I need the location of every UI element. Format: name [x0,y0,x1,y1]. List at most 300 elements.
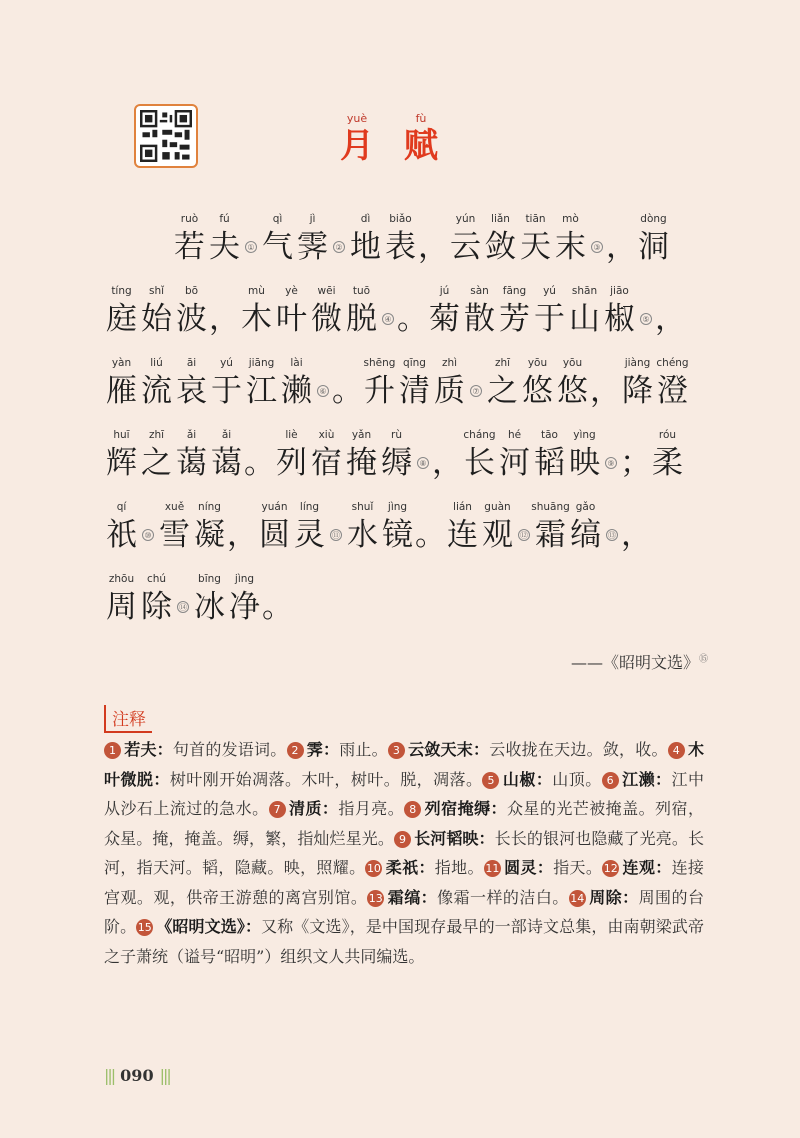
pinyin: qīng [403,357,426,369]
decor-bars-icon: ||| [104,1066,115,1085]
pinyin: bō [184,285,199,297]
hanzi: 椒 [604,301,635,337]
poem-char [462,427,497,483]
note-ref-marker: ⑬ [608,530,616,540]
pinyin: mò [562,213,579,225]
poem-line [104,267,714,339]
hanzi: 散 [464,301,495,337]
pinyin: yōu [527,357,548,369]
note-number: 9 [394,831,411,848]
poem-char [174,427,209,483]
pinyin: jú [439,285,450,297]
pinyin: shuāng [531,501,570,513]
pinyin: yún [455,213,476,225]
poem-char [344,283,379,339]
hanzi: 雁 [106,373,137,409]
pinyin: gǎo [575,501,596,513]
note-ref-marker: ⑤ [640,313,652,325]
pinyin: zhī [148,429,165,441]
hanzi: 悠 [522,373,553,409]
pinyin: ǎi [221,429,232,441]
poem-char [257,499,292,555]
pinyin: jìng [387,501,408,513]
poem-char [260,211,295,267]
hanzi: 冰 [194,589,225,625]
note-text: 众星的光芒被掩盖。列宿，众星。掩，掩盖。缛，繁，指灿烂星光。 [104,799,704,848]
notes-list [104,735,704,971]
hanzi: 蔼 [176,445,207,481]
note-term: 圆灵： [503,858,554,877]
poem-char [620,355,655,411]
hanzi: 夫 [209,229,240,265]
pinyin: wēi [317,285,336,297]
note-ref-marker: ① [245,241,257,253]
hanzi: 水 [347,517,378,553]
source-text: ——《昭明文选》 [570,653,699,672]
hanzi: 之 [487,373,518,409]
page-number: 090 [120,1066,154,1085]
hanzi: 流 [141,373,172,409]
hanzi: 凝 [194,517,225,553]
hanzi: 质 [434,373,465,409]
note-text: 连接宫观。观，供帝王游憩的离宫别馆。 [104,858,704,907]
note-term: 列宿掩缛： [424,799,507,818]
title-pinyin: fù [415,112,427,125]
pinyin: tāo [541,429,558,441]
qr-code-icon [140,110,192,162]
pinyin: shǐ [148,285,165,297]
pinyin: róu [658,429,677,441]
poem-char [292,499,327,555]
note-number: 6 [602,772,619,789]
pinyin: yōu [562,357,583,369]
poem-char [104,571,139,627]
pinyin: jiàng [624,357,651,369]
hanzi: 宿 [311,445,342,481]
poem-char [636,211,671,267]
hanzi: 河 [499,445,530,481]
note-term: 江濑： [621,769,672,789]
punctuation: ， [432,445,463,481]
pinyin: mù [248,285,265,297]
hanzi: 地 [350,229,381,265]
pinyin: lài [290,357,303,369]
hanzi: 缟 [570,517,601,553]
note-ref-marker: ⑪ [332,530,340,540]
note-item [388,740,668,759]
hanzi: 洞 [638,229,669,265]
hanzi: 除 [141,589,172,625]
pinyin: yú [543,285,556,297]
note-item [104,740,287,759]
poem-char [192,571,227,627]
hanzi: 脱 [346,301,377,337]
pinyin: rù [391,429,402,441]
note-text: 指地。 [434,858,484,877]
punctuation: ， [209,301,240,337]
punctuation: ， [655,301,686,337]
pinyin: xiù [318,429,335,441]
pinyin: tíng [111,285,132,297]
poem-char [497,283,532,339]
note-item [367,888,568,907]
pinyin: āi [186,357,197,369]
poem-char [650,427,685,483]
pinyin: níng [198,501,221,513]
title-char [340,112,374,166]
poem-char [104,283,139,339]
note-ref-marker: ⑧ [417,457,429,469]
note-term: 山椒： [502,769,553,789]
hanzi: 芳 [499,301,530,337]
note-text: 指天。 [553,858,603,877]
pinyin: ruò [180,213,199,225]
note-number: 12 [603,862,618,875]
pinyin: líng [299,501,320,513]
poem-line [104,339,714,411]
note-item [482,770,601,789]
poem-char [520,355,555,411]
note-text: 江中从沙石上流过的急水。 [104,769,704,818]
poem-char [348,211,383,267]
poem-char [139,427,174,483]
hanzi: 观 [482,517,513,553]
hanzi: 江 [246,373,277,409]
hanzi: 连 [447,517,478,553]
note-term: 《昭明文选》： [156,917,262,936]
source-ref: ⑮ [698,654,708,665]
poem-char [104,499,139,555]
note-text: 雨止。 [339,740,388,759]
hanzi: 韬 [534,445,565,481]
poem-char [567,427,602,483]
note-number: 4 [668,742,685,759]
title-hanzi: 赋 [404,126,438,166]
hanzi: 菊 [429,301,460,337]
pinyin: ǎi [186,429,197,441]
hanzi: 雪 [159,517,190,553]
pinyin: lián [453,501,472,513]
poem-body [104,195,714,627]
hanzi: 敛 [485,229,516,265]
note-text: 周围的台阶。 [104,887,704,936]
poem-char [448,211,483,267]
poem-char [555,355,590,411]
hanzi: 净 [229,589,260,625]
poem-char [379,427,414,483]
hanzi: 悠 [557,373,588,409]
poem-char [227,571,262,627]
note-term: 云敛天末： [407,740,490,759]
poem-char [532,427,567,483]
note-item [104,917,704,966]
poem-char [139,355,174,411]
hanzi: 霜 [535,517,566,553]
poem-char [462,283,497,339]
pinyin: jì [309,213,316,225]
hanzi: 祇 [106,517,137,553]
note-ref-marker: ② [333,241,345,253]
poem-char [532,283,567,339]
hanzi: 掩 [346,445,377,481]
note-text: 像霜一样的洁白。 [437,887,569,907]
poem-char [157,499,192,555]
poem-char [274,427,309,483]
poem-char [567,283,602,339]
hanzi: 降 [622,373,653,409]
pinyin: sàn [470,285,489,297]
pinyin: chéng [656,357,689,369]
pinyin: biǎo [389,213,412,225]
poem-line [104,411,714,483]
poem-char [553,211,588,267]
note-item [484,858,602,877]
note-text: 又称《文选》，是中国现存最早的一部诗文总集，由南朝梁武帝之子萧统（谥号“昭明”）组织文人共同编选。 [104,917,704,966]
punctuation: 。 [397,301,428,337]
poem-char [380,499,415,555]
decor-bars-icon: ||| [159,1066,170,1085]
poem-char [483,211,518,267]
hanzi: 霁 [297,229,328,265]
pinyin: yìng [573,429,596,441]
note-term: 若夫： [124,740,173,759]
poem-char [174,283,209,339]
pinyin: shēng [363,357,396,369]
note-term: 柔祇： [385,858,435,877]
note-term: 霁： [306,740,340,759]
note-number: 15 [137,921,152,934]
poem-char [295,211,330,267]
hanzi: 澄 [657,373,688,409]
note-number: 5 [482,772,499,789]
poem-char [139,571,174,627]
hanzi: 圆 [259,517,290,553]
pinyin: yǎn [351,429,372,441]
punctuation: ， [418,229,449,265]
punctuation: 。 [244,445,275,481]
pinyin: guàn [484,501,511,513]
poem-char [362,355,397,411]
pinyin: yú [220,357,233,369]
pinyin: huī [113,429,130,441]
pinyin: yè [285,285,298,297]
note-item [269,799,405,818]
poem-char [518,211,553,267]
hanzi: 天 [520,229,551,265]
poem-char [309,427,344,483]
poem-char [209,355,244,411]
punctuation: ， [227,517,258,553]
pinyin: qí [116,501,127,513]
poem-char [497,427,532,483]
poem-line [104,555,714,627]
title-pinyin: yuè [346,112,368,125]
poem-char [244,355,279,411]
poem-char [344,427,379,483]
poem-char [139,283,174,339]
notes-heading: 注释 [104,705,152,733]
hanzi: 映 [569,445,600,481]
note-number: 2 [287,742,304,759]
poem-char [602,283,637,339]
poem-char [279,355,314,411]
pinyin: tiān [525,213,546,225]
pinyin: liè [285,429,298,441]
note-ref-marker: ⑫ [520,530,528,540]
note-item [287,740,388,759]
note-term: 连观： [622,858,672,877]
poem-char [172,211,207,267]
hanzi: 云 [450,229,481,265]
note-term: 木叶微脱： [104,740,704,789]
hanzi: 山 [569,301,600,337]
poem-char [174,355,209,411]
punctuation: 。 [332,373,363,409]
note-number: 10 [366,862,381,875]
hanzi: 庭 [106,301,137,337]
pinyin: cháng [463,429,496,441]
note-ref-marker: ③ [591,241,603,253]
title-char [404,112,438,166]
hanzi: 表 [385,229,416,265]
pinyin: jiāng [248,357,275,369]
poem-line [104,195,714,267]
pinyin: dì [360,213,371,225]
pinyin: yuán [261,501,288,513]
hanzi: 濑 [281,373,312,409]
punctuation: ； [620,445,651,481]
hanzi: 若 [174,229,205,265]
hanzi: 缛 [381,445,412,481]
hanzi: 始 [141,301,172,337]
note-number: 11 [485,862,500,875]
hanzi: 叶 [276,301,307,337]
note-text: 山顶。 [552,769,602,789]
poem-char [104,427,139,483]
pinyin: liú [150,357,163,369]
pinyin: fāng [502,285,527,297]
note-ref-marker: ⑩ [142,529,154,541]
note-ref-marker: ⑨ [605,457,617,469]
hanzi: 哀 [176,373,207,409]
pinyin: jìng [234,573,255,585]
pinyin: fú [219,213,230,225]
title-hanzi: 月 [340,126,374,166]
pinyin: chú [146,573,167,585]
hanzi: 波 [176,301,207,337]
hanzi: 辉 [106,445,137,481]
pinyin: shān [571,285,598,297]
note-number: 14 [570,891,585,905]
note-ref-marker: ④ [382,313,394,325]
poem-char [345,499,380,555]
pinyin: qì [272,213,283,225]
hanzi: 镜 [382,517,413,553]
hanzi: 于 [534,301,565,337]
hanzi: 周 [106,589,137,625]
hanzi: 清 [399,373,430,409]
poem-char [655,355,690,411]
note-ref-marker: ⑭ [179,602,187,612]
pinyin: yàn [111,357,132,369]
poem-char [533,499,568,555]
poem-char [274,283,309,339]
note-text: 树叶刚开始凋落。木叶，树叶。脱，凋落。 [169,769,483,789]
pinyin: tuō [352,285,371,297]
poem-char [207,211,242,267]
hanzi: 列 [276,445,307,481]
poem-char [485,355,520,411]
poem-char [383,211,418,267]
pinyin: zhì [441,357,458,369]
pinyin: dòng [640,213,667,225]
pinyin: zhōu [108,573,135,585]
hanzi: 之 [141,445,172,481]
hanzi: 长 [464,445,495,481]
note-number: 3 [388,742,405,759]
note-text: 句首的发语词。 [172,740,287,759]
note-text: 指月亮。 [338,799,405,818]
source-attribution [571,650,708,673]
pinyin: liǎn [491,213,510,225]
note-term: 霜缟： [387,887,438,907]
note-term: 周除： [588,887,639,907]
poem-char [432,355,467,411]
hanzi: 微 [311,301,342,337]
note-item [365,858,483,877]
poem-char [397,355,432,411]
pinyin: jiāo [610,285,629,297]
note-term: 长河韬映： [413,828,495,848]
hanzi: 升 [364,373,395,409]
page-footer [104,1066,170,1085]
poem-line [104,483,714,555]
hanzi: 木 [241,301,272,337]
note-number: 13 [368,891,383,905]
note-number: 1 [104,742,121,759]
pinyin: zhī [494,357,511,369]
note-text: 长长的银河也隐藏了光亮。长河，指天河。韬，隐藏。映，照耀。 [104,828,704,877]
punctuation: ， [606,229,637,265]
punctuation: 。 [415,517,446,553]
pinyin: xuě [164,501,185,513]
poem-char [427,283,462,339]
poem-char [239,283,274,339]
poem-title [340,112,438,166]
hanzi: 末 [555,229,586,265]
note-ref-marker: ⑥ [317,385,329,397]
punctuation: ， [590,373,621,409]
note-number: 8 [404,801,421,818]
note-text: 云收拢在天边。敛，收。 [489,740,668,759]
poem-char [192,499,227,555]
hanzi: 灵 [294,517,325,553]
poem-char [104,355,139,411]
poem-char [445,499,480,555]
pinyin: shuǐ [351,501,374,513]
poem-char [480,499,515,555]
hanzi: 柔 [652,445,683,481]
qr-code [134,104,198,168]
poem-char [309,283,344,339]
note-term: 清质： [288,799,339,818]
note-number: 7 [269,801,286,818]
hanzi: 气 [262,229,293,265]
punctuation: ， [621,517,652,553]
punctuation: 。 [262,589,293,625]
hanzi: 蔼 [211,445,242,481]
note-ref-marker: ⑦ [470,385,482,397]
